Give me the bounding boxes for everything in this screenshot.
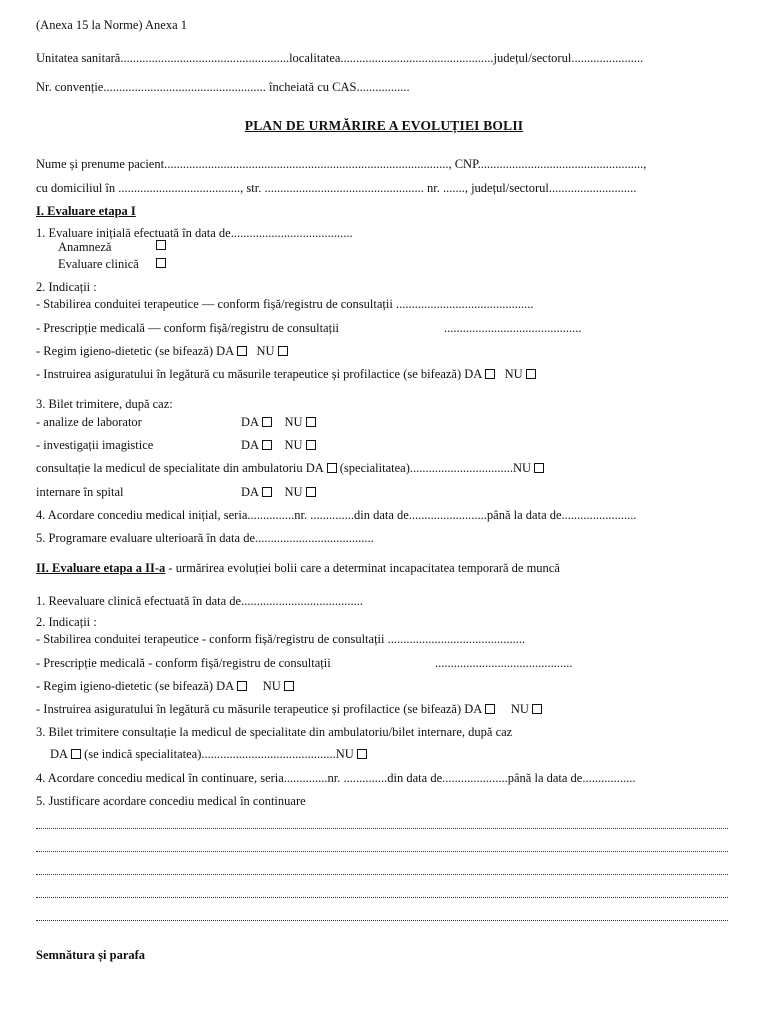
nu-label: NU xyxy=(284,485,303,499)
stage2-referral-options xyxy=(50,747,370,761)
stage1-instruire-da-checkbox[interactable] xyxy=(485,369,495,379)
stage2-prescription-dots[interactable]: ............................................ xyxy=(435,656,573,670)
specialist-consult-label: consultație la medicul de specialitate din ambulatoriu DA xyxy=(36,461,324,475)
lab-analysis-options xyxy=(241,415,319,429)
stage2-referral: 3. Bilet trimitere consultație la medicul de specialitate din ambulatoriu/bilet internare, după caz xyxy=(36,725,513,739)
stage1-prescription-dots[interactable]: ............................................ xyxy=(444,321,582,335)
stage2-sick-leave-line[interactable]: 4. Acordare concediu medical în continuare, seria..............nr. ..............din data de.....................până la data de................. xyxy=(36,771,636,785)
imaging-options xyxy=(241,438,319,452)
hospital-options xyxy=(241,485,319,499)
stage1-instruire-nu-checkbox[interactable] xyxy=(526,369,536,379)
stage2-prescription-line: - Prescripție medicală - conform fișă/registru de consultații xyxy=(36,656,331,670)
form-title: PLAN DE URMĂRIRE A EVOLUȚIEI BOLII xyxy=(244,118,524,133)
imaging-label: - investigații imagistice xyxy=(36,438,154,452)
stage2-instruire-line xyxy=(36,702,545,716)
stage2-instruire-da-checkbox[interactable] xyxy=(485,704,495,714)
stage2-regim-da-checkbox[interactable] xyxy=(237,681,247,691)
stage1-regim-label: - Regim igieno-dietetic (se bifează) DA xyxy=(36,344,235,358)
imaging-da-checkbox[interactable] xyxy=(262,440,272,450)
imaging-nu-checkbox[interactable] xyxy=(306,440,316,450)
stage1-regim-nu-checkbox[interactable] xyxy=(278,346,288,356)
stage1-indications: 2. Indicații : xyxy=(36,280,97,294)
stage1-instruire-line xyxy=(36,367,539,381)
nu-label: NU xyxy=(510,702,529,716)
justification-line-3[interactable] xyxy=(36,874,728,875)
stage2-regim-line xyxy=(36,679,297,693)
da-label: DA xyxy=(50,747,69,761)
stage1-heading: I. Evaluare etapa I xyxy=(36,204,136,218)
annex-label: (Anexa 15 la Norme) Anexa 1 xyxy=(36,18,187,32)
stage2-justification-label: 5. Justificare acordare concediu medical în continuare xyxy=(36,794,306,808)
nu-label: NU xyxy=(256,344,275,358)
stage2-instruire-nu-checkbox[interactable] xyxy=(532,704,542,714)
stage1-followup-line[interactable]: 5. Programare evaluare ulterioară în data de...................................... xyxy=(36,531,374,545)
consult-nu-checkbox[interactable] xyxy=(534,463,544,473)
stage2-regim-nu-checkbox[interactable] xyxy=(284,681,294,691)
stage2-indications: 2. Indicații : xyxy=(36,615,97,629)
specialist-consult-line xyxy=(36,461,547,475)
stage2-heading-line xyxy=(36,561,560,575)
stage2-referral-nu-checkbox[interactable] xyxy=(357,749,367,759)
hospital-nu-checkbox[interactable] xyxy=(306,487,316,497)
stage2-referral-da-checkbox[interactable] xyxy=(71,749,81,759)
justification-line-2[interactable] xyxy=(36,851,728,852)
stage1-referral: 3. Bilet trimitere, după caz: xyxy=(36,397,173,411)
da-label: DA xyxy=(241,485,260,499)
stage2-reeval-line[interactable]: 1. Reevaluare clinică efectuată în data de....................................... xyxy=(36,594,363,608)
da-label: DA xyxy=(241,438,260,452)
signature-label: Semnătura și parafa xyxy=(36,948,146,962)
specialist-field[interactable]: (specialitatea).................................NU xyxy=(339,461,532,475)
justification-line-1[interactable] xyxy=(36,828,728,829)
consult-da-checkbox[interactable] xyxy=(327,463,337,473)
da-label: DA xyxy=(241,415,260,429)
stage1-initial-eval[interactable]: 1. Evaluare inițială efectuată în data de....................................... xyxy=(36,226,353,240)
clinical-eval-checkbox[interactable] xyxy=(156,258,166,268)
justification-line-5[interactable] xyxy=(36,920,728,921)
unit-line[interactable]: Unitatea sanitară......................................................localitatea.................................................județul/sectorul....................... xyxy=(36,51,644,65)
stage1-regim-line xyxy=(36,344,291,358)
justification-line-4[interactable] xyxy=(36,897,728,898)
stage2-regim-label: - Regim igieno-dietetic (se bifează) DA xyxy=(36,679,235,693)
stage2-specialty-field[interactable]: (se indică specialitatea)...........................................NU xyxy=(84,747,354,761)
hospital-da-checkbox[interactable] xyxy=(262,487,272,497)
lab-nu-checkbox[interactable] xyxy=(306,417,316,427)
stage2-heading-desc: - urmărirea evoluției bolii care a determinat incapacitatea temporară de muncă xyxy=(165,561,560,575)
nu-label: NU xyxy=(284,415,303,429)
stage2-conduct-line[interactable]: - Stabilirea conduitei terapeutice - conform fișă/registru de consultații ............................................ xyxy=(36,632,526,646)
nu-label: NU xyxy=(284,438,303,452)
anamneza-checkbox[interactable] xyxy=(156,240,166,250)
stage1-regim-da-checkbox[interactable] xyxy=(237,346,247,356)
stage1-conduct-line[interactable]: - Stabilirea conduitei terapeutice — conform fișă/registru de consultații ............................................ xyxy=(36,297,534,311)
clinical-eval-label: Evaluare clinică xyxy=(58,257,139,271)
hospital-label: internare în spital xyxy=(36,485,124,499)
lab-da-checkbox[interactable] xyxy=(262,417,272,427)
lab-analysis-label: - analize de laborator xyxy=(36,415,142,429)
stage1-instruire-label: - Instruirea asiguratului în legătură cu măsurile terapeutice și profilactice (se bifează) DA xyxy=(36,367,483,381)
contract-line[interactable]: Nr. convenție.................................................... încheiată cu CAS................. xyxy=(36,80,410,94)
stage1-prescription-line: - Prescripție medicală — conform fișă/registru de consultații xyxy=(36,321,340,335)
nu-label: NU xyxy=(504,367,523,381)
patient-address-line[interactable]: cu domiciliul în ......................................., str. ................................................... nr. ......., județul/sectorul............................ xyxy=(36,181,637,195)
stage1-sick-leave-line[interactable]: 4. Acordare concediu medical inițial, seria...............nr. ..............din data de.........................până la data de........................ xyxy=(36,508,637,522)
stage2-instruire-label: - Instruirea asiguratului în legătură cu măsurile terapeutice și profilactice (se bifează) DA xyxy=(36,702,483,716)
stage2-heading: II. Evaluare etapa a II-a xyxy=(36,561,166,575)
patient-name-line[interactable]: Nume și prenume pacient..........................................................................................., CNP....................................................., xyxy=(36,157,647,171)
nu-label: NU xyxy=(262,679,281,693)
anamneza-label: Anamneză xyxy=(58,240,112,254)
